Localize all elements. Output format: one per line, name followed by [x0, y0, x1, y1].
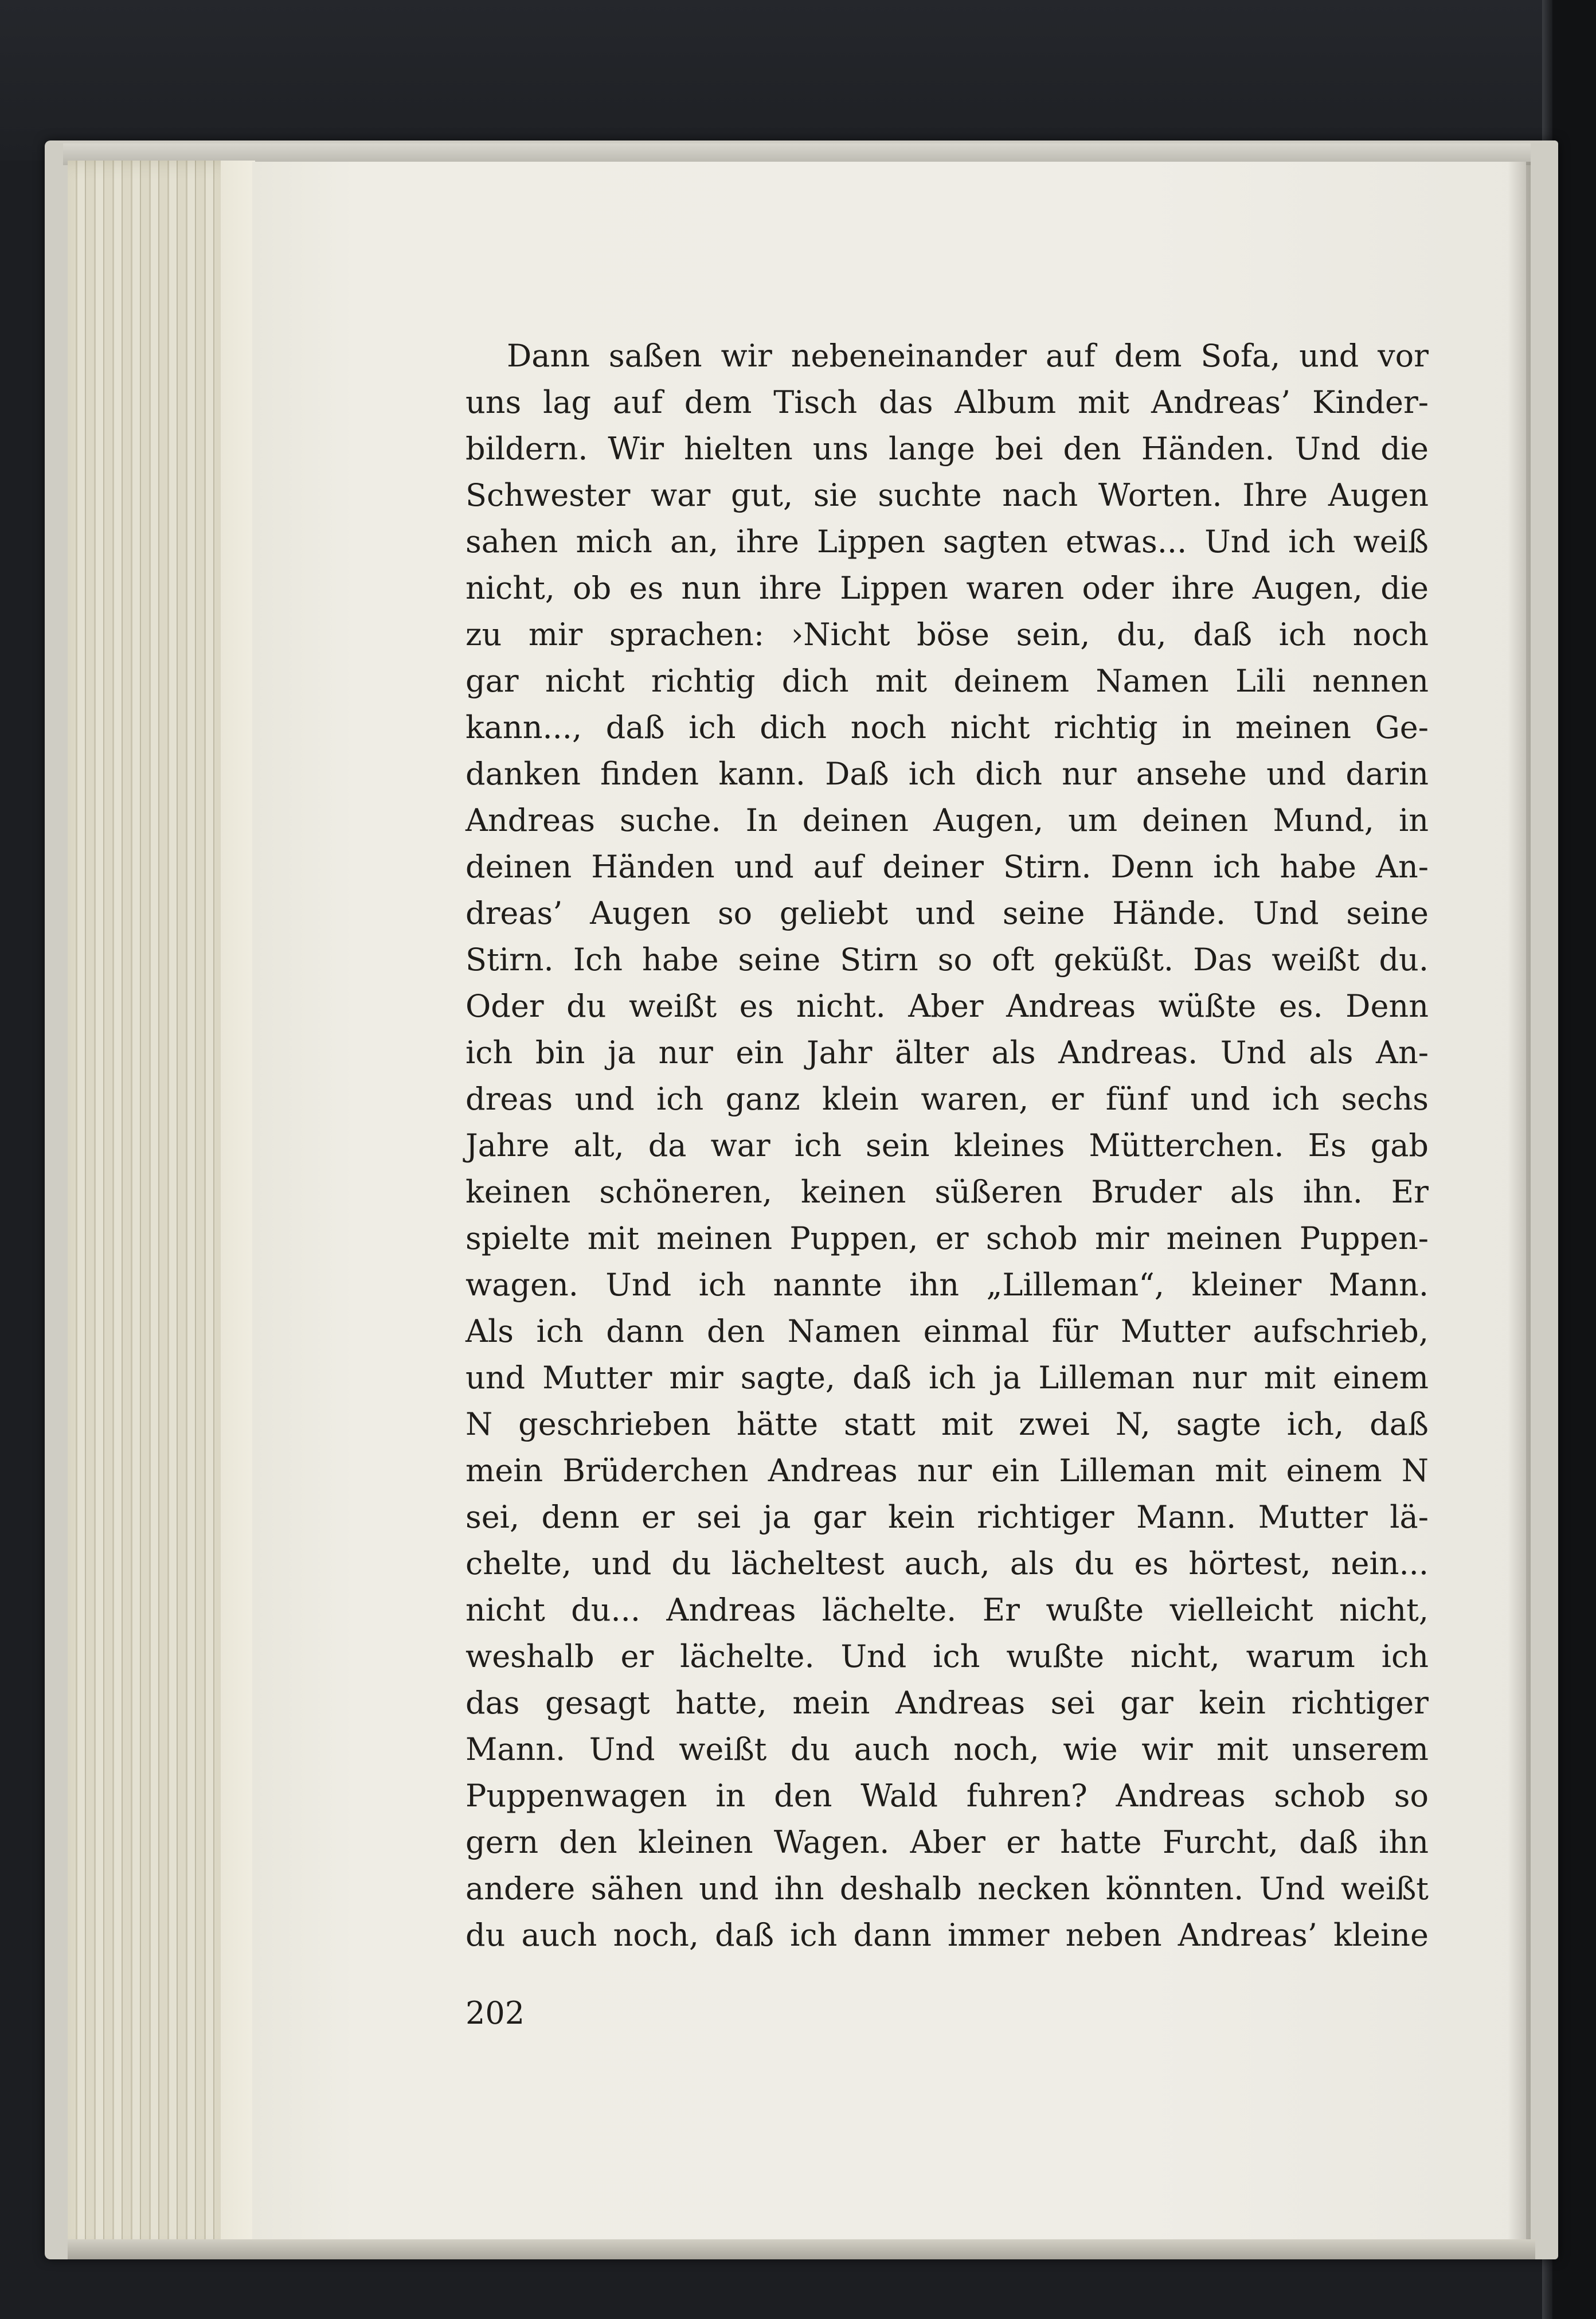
text-line: wagen. Und ich nannte ihn „Lilleman“, kleiner Mann.	[466, 1267, 1429, 1303]
text-line: Jahre alt, da war ich sein kleines Mütterchen. Es gab	[466, 1127, 1429, 1164]
page-stack-edges	[68, 161, 245, 2254]
text-line: danken finden kann. Daß ich dich nur ansehe und darin	[466, 756, 1429, 792]
text-line: sahen mich an, ihre Lippen sagten etwas... Und ich weiß	[466, 524, 1429, 560]
text-line: gern den kleinen Wagen. Aber er hatte Furcht, daß ihn	[466, 1824, 1429, 1860]
text-line: dreas und ich ganz klein waren, er fünf und ich sechs	[466, 1081, 1429, 1117]
text-line: spielte mit meinen Puppen, er schob mir meinen Puppen-	[466, 1220, 1429, 1256]
text-line: das gesagt hatte, mein Andreas sei gar kein richtiger	[466, 1685, 1429, 1721]
text-line: gar nicht richtig dich mit deinem Namen Lili nennen	[466, 663, 1429, 699]
text-line: deinen Händen und auf deiner Stirn. Denn ich habe An-	[466, 849, 1429, 885]
text-line: weshalb er lächelte. Und ich wußte nicht, warum ich	[466, 1638, 1429, 1674]
text-line: Puppenwagen in den Wald fuhren? Andreas schob so	[466, 1778, 1429, 1814]
text-line: zu mir sprachen: ›Nicht böse sein, du, daß ich noch	[466, 616, 1429, 653]
text-line: Mann. Und weißt du auch noch, wie wir mit unserem	[466, 1731, 1429, 1767]
text-line: kann..., daß ich dich noch nicht richtig in meinen Ge-	[466, 709, 1429, 745]
backdrop	[0, 0, 1596, 161]
body-text	[466, 333, 1429, 1958]
text-line: ich bin ja nur ein Jahr älter als Andreas. Und als An-	[466, 1034, 1429, 1071]
text-line: Andreas suche. In deinen Augen, um deinen Mund, in	[466, 802, 1429, 838]
text-line: keinen schöneren, keinen süßeren Bruder als ihn. Er	[466, 1174, 1429, 1210]
text-line: Schwester war gut, sie suchte nach Worten. Ihre Augen	[466, 477, 1429, 513]
text-line: Stirn. Ich habe seine Stirn so oft geküßt. Das weißt du.	[466, 942, 1429, 978]
text-line: mein Brüderchen Andreas nur ein Lilleman mit einem N	[466, 1453, 1429, 1489]
text-line: nicht du... Andreas lächelte. Er wußte vielleicht nicht,	[466, 1592, 1429, 1628]
text-line: uns lag auf dem Tisch das Album mit Andreas’ Kinder-	[466, 384, 1429, 420]
text-line: sei, denn er sei ja gar kein richtiger Mann. Mutter lä-	[466, 1499, 1429, 1535]
text-line: du auch noch, daß ich dann immer neben Andreas’ kleine	[466, 1917, 1429, 1953]
text-line: Oder du weißt es nicht. Aber Andreas wüßte es. Denn	[466, 988, 1429, 1024]
text-line: andere sähen und ihn deshalb necken könnten. Und weißt	[466, 1871, 1429, 1907]
page-gutter	[221, 161, 255, 2254]
text-line: bildern. Wir hielten uns lange bei den Händen. Und die	[466, 431, 1429, 467]
text-line: und Mutter mir sagte, daß ich ja Lilleman nur mit einem	[466, 1360, 1429, 1396]
text-line: Dann saßen wir nebeneinander auf dem Sofa, und vor	[507, 338, 1429, 374]
text-line: Als ich dann den Namen einmal für Mutter aufschrieb,	[466, 1313, 1429, 1349]
book-bottom-edge	[68, 2239, 1535, 2259]
page-number: 202	[466, 1995, 525, 2031]
text-line: chelte, und du lächeltest auch, als du es hörtest, nein...	[466, 1545, 1429, 1582]
page-shadow	[1508, 162, 1531, 2252]
text-line: nicht, ob es nun ihre Lippen waren oder ihre Augen, die	[466, 570, 1429, 606]
text-line: dreas’ Augen so geliebt und seine Hände. Und seine	[466, 895, 1429, 931]
text-line: N geschrieben hätte statt mit zwei N, sagte ich, daß	[466, 1406, 1429, 1442]
